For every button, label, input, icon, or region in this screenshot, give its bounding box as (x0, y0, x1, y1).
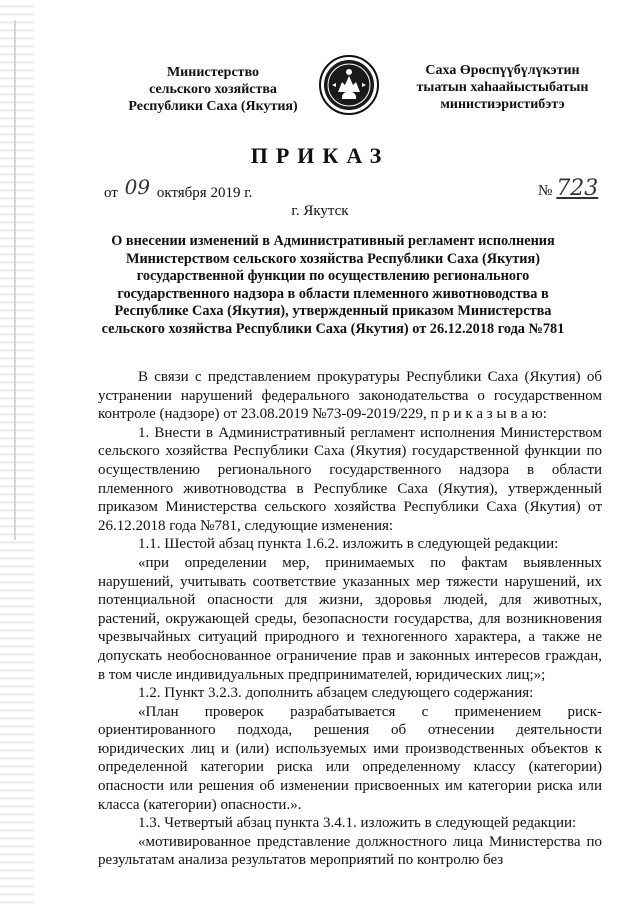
order-number (538, 176, 598, 201)
body-paragraph: «при определении мер, принимаемых по фактам выявленных нарушений, учитывать соответствие указанных мер тяжести нарушений, их потенциальной опасности для жизни, здоровья людей, для животных, растений, окружающей среды, безопасности государства, для возникновения чрезвычайных ситуаций природного и техногенного характера, а также не допускать необоснованное ограничение прав и законных интересов граждан, в том числе индивидуальных предпринимателей, юридических лиц;»; (98, 554, 602, 683)
body-paragraph: «мотивированное представление должностного лица Министерства по результатам анализа результатов мероприятий по контролю без (98, 833, 602, 869)
body-paragraph: 1.2. Пункт 3.2.3. дополнить абзацем следующего содержания: (138, 685, 534, 702)
header-right-line: министиэристибэтэ (440, 97, 565, 112)
body-paragraph: «План проверок разрабатывается с применением риск-ориентированного подхода, решения об отнесении деятельности юридических лиц и (или) используемых ими производственных объектов к определенной категории риска или определенному классу (категории) опасности или решения об изменении присвоенных им категории риска или класса (категории) опасности.». (98, 703, 602, 813)
body-paragraph: 1.3. Четвертый абзац пункта 3.4.1. изложить в следующей редакции: (138, 815, 577, 832)
body-paragraph: 1. Внести в Административный регламент исполнения Министерством сельского хозяйства Республики Саха (Якутия) государственной функции по осуществлению регионального государственного надзора в области племенного животноводства в Республике Саха (Якутия), утвержденный приказом Министерства сельского хозяйства Республики Саха (Якутия) от 26.12.2018 года №781, следующие изменения: (98, 424, 602, 534)
header-left-line: сельского хозяйства (149, 82, 277, 97)
header-left-line: Республики Саха (Якутия) (128, 99, 298, 114)
body-paragraph: 1.1. Шестой абзац пункта 1.6.2. изложить в следующей редакции: (138, 536, 559, 553)
coat-of-arms-emblem (318, 54, 380, 116)
header-left-block (118, 64, 308, 115)
scan-edge-artifact (0, 0, 34, 905)
date-prefix: от (104, 185, 118, 201)
header-right-line: Саха Өрөспүүбүлүкэтин (425, 63, 580, 78)
number-prefix: № (538, 183, 553, 199)
header-left-line: Министерство (166, 65, 260, 80)
order-body (98, 368, 602, 870)
date-day-handwritten: 09 (124, 175, 151, 199)
document-title: ПРИКАЗ (250, 143, 390, 168)
order-subject: О внесении изменений в Административный регламент исполнения Министерством сельского хозяйства Республики Саха (Якутия) государственной функции по осуществлению регионального государственного надзора в области племенного животноводства в Республике Саха (Якутия), утвержденный приказом Министерства сельского хозяйства Республики Саха (Якутия) от 26.12.2018 года №781 (101, 233, 565, 337)
number-value-handwritten: 723 (556, 176, 599, 201)
date-rest: октября 2019 г. (156, 185, 253, 201)
city-line: г. Якутск (291, 203, 349, 219)
header-right-line: тыатын хаһаайыстыбатын (416, 80, 589, 95)
header-right-block (400, 62, 605, 113)
body-paragraph: В связи с представлением прокуратуры Республики Саха (Якутия) об устранении нарушений федерального законодательства о государственном контроле (надзоре) от 23.08.2019 №73-09-2019/229, п р и к а з ы в а ю: (98, 369, 602, 423)
order-date (104, 175, 253, 202)
